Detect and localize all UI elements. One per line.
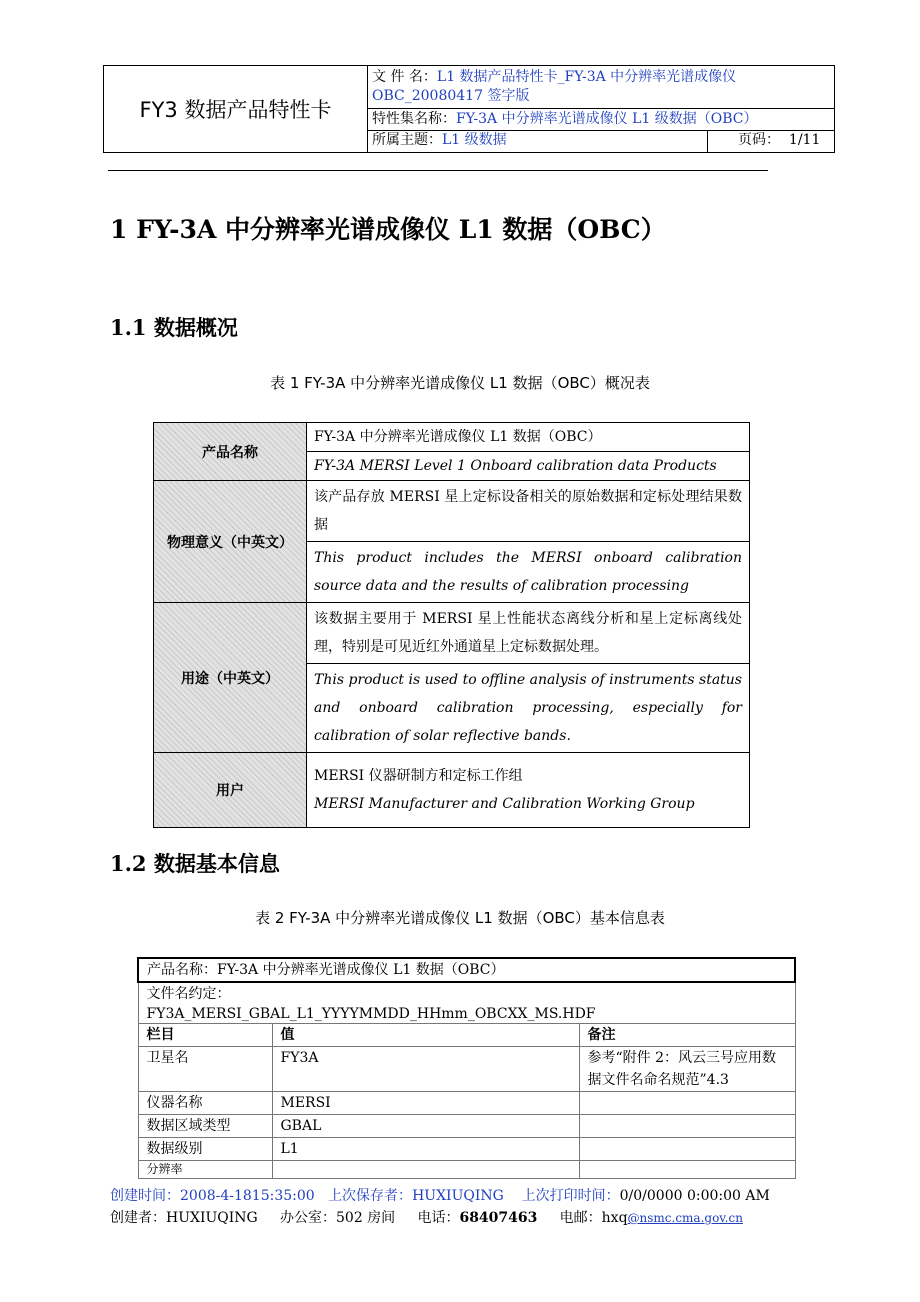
row-value-zh: 该数据主要用于 MERSI 星上性能状态离线分析和星上定标离线处理，特别是可见近红外通道星上定标数据处理。	[307, 603, 750, 664]
last-printed: 0/0/0000 0:00:00 AM	[619, 1188, 770, 1204]
basic-info-table	[137, 957, 796, 1179]
row-label: 物理意义（中英文）	[154, 481, 307, 603]
row-value-en: This product is used to offline analysis of instruments status and onboard calibration processing, especially for calibration of solar reflective bands.	[307, 664, 750, 753]
product-name: 产品名称：FY-3A 中分辨率光谱成像仪 L1 数据（OBC）	[138, 958, 795, 982]
value-cell: MERSI	[272, 1092, 579, 1115]
column-header: 备注	[579, 1024, 795, 1047]
value-cell: GBAL	[272, 1115, 579, 1138]
note-cell	[579, 1161, 795, 1179]
table-row	[138, 1115, 795, 1138]
email-label: 电邮：	[559, 1210, 602, 1226]
row-value-zh: FY-3A 中分辨率光谱成像仪 L1 数据（OBC）	[307, 423, 750, 452]
feature-set-value: FY-3A 中分辨率光谱成像仪 L1 级数据（OBC）	[456, 111, 758, 127]
card-title: FY3 数据产品特性卡	[104, 66, 368, 152]
table-row	[138, 1161, 795, 1179]
value-cell: L1	[272, 1138, 579, 1161]
field-cell: 卫星名	[138, 1047, 272, 1092]
last-saved-label: 上次保存者：	[328, 1188, 413, 1204]
last-printed-label: 上次打印时间：	[521, 1188, 620, 1204]
created-time: 2008-4-1815:35:00	[180, 1188, 315, 1204]
table-2-caption: 表 2 FY-3A 中分辨率光谱成像仪 L1 数据（OBC）基本信息表	[255, 909, 665, 927]
email-user: hxq	[601, 1210, 628, 1226]
section-1-heading: 1 FY-3A 中分辨率光谱成像仪 L1 数据（OBC）	[110, 215, 666, 244]
file-name-value: L1 数据产品特性卡_FY-3A 中分辨率光谱成像仪 OBC_20080417 签字版	[372, 69, 737, 104]
table-row	[154, 753, 750, 828]
value-cell	[272, 1161, 579, 1179]
table-row	[154, 603, 750, 664]
table-row	[138, 1138, 795, 1161]
table-row	[138, 982, 795, 1024]
topic-value: L1 级数据	[442, 132, 507, 148]
feature-set-label: 特性集名称：	[372, 111, 456, 127]
page-label: 页码：	[738, 132, 780, 148]
row-value-zh: MERSI 仪器研制方和定标工作组	[314, 768, 523, 784]
row-value-zh: 该产品存放 MERSI 星上定标设备相关的原始数据和定标处理结果数据	[307, 481, 750, 542]
document-header	[103, 65, 835, 153]
email-link[interactable]: @nsmc.cma.gov.cn	[627, 1211, 743, 1225]
section-1-2-heading: 1.2 数据基本信息	[110, 851, 280, 876]
naming-label: 文件名约定：	[146, 986, 231, 1002]
note-cell	[579, 1115, 795, 1138]
file-name-row	[367, 66, 834, 109]
section-1-1-heading: 1.1 数据概况	[110, 315, 238, 340]
feature-set-row	[367, 109, 834, 131]
topic-label: 所属主题：	[372, 132, 442, 148]
created-time-label: 创建时间：	[110, 1188, 180, 1204]
column-header: 栏目	[138, 1024, 272, 1047]
table-row	[138, 1024, 795, 1047]
row-value-en: FY-3A MERSI Level 1 Onboard calibration data Products	[307, 452, 750, 481]
field-cell: 仪器名称	[138, 1092, 272, 1115]
table-1-caption: 表 1 FY-3A 中分辨率光谱成像仪 L1 数据（OBC）概况表	[270, 374, 650, 392]
naming-convention	[138, 982, 795, 1024]
page-number	[707, 131, 834, 152]
overview-table	[153, 422, 750, 828]
row-label: 产品名称	[154, 423, 307, 481]
table-row	[138, 1047, 795, 1092]
note-cell	[579, 1092, 795, 1115]
last-saved-by: HUXIUQING	[412, 1188, 504, 1204]
column-header: 值	[272, 1024, 579, 1047]
row-value	[307, 753, 750, 828]
field-cell: 数据区域类型	[138, 1115, 272, 1138]
table-row	[138, 958, 795, 982]
table-row	[138, 1092, 795, 1115]
office: 502 房间	[336, 1210, 396, 1226]
row-label: 用户	[154, 753, 307, 828]
creator: HUXIUQING	[166, 1210, 258, 1226]
naming-value: FY3A_MERSI_GBAL_L1_YYYYMMDD_HHmm_OBCXX_MS.HDF	[146, 1006, 596, 1022]
header-divider	[108, 170, 768, 171]
table-row	[154, 423, 750, 452]
row-value-en: This product includes the MERSI onboard calibration source data and the results of calibration processing	[307, 542, 750, 603]
value-cell: FY3A	[272, 1047, 579, 1092]
phone: 68407463	[459, 1210, 538, 1226]
row-value-en: MERSI Manufacturer and Calibration Working Group	[314, 796, 695, 812]
phone-label: 电话：	[417, 1210, 460, 1226]
page-value: 1/11	[788, 132, 821, 148]
table-row	[154, 481, 750, 542]
row-label: 用途（中英文）	[154, 603, 307, 753]
footer-line-2	[110, 1207, 743, 1227]
field-cell: 数据级别	[138, 1138, 272, 1161]
field-cell: 分辨率	[138, 1161, 272, 1179]
office-label: 办公室：	[280, 1210, 337, 1226]
note-cell: 参考“附件 2：风云三号应用数据文件名命名规范”4.3	[579, 1047, 795, 1092]
creator-label: 创建者：	[110, 1210, 166, 1226]
footer-line-1	[110, 1185, 770, 1205]
file-name-label: 文 件 名：	[372, 69, 437, 85]
topic-row	[367, 131, 834, 152]
note-cell	[579, 1138, 795, 1161]
